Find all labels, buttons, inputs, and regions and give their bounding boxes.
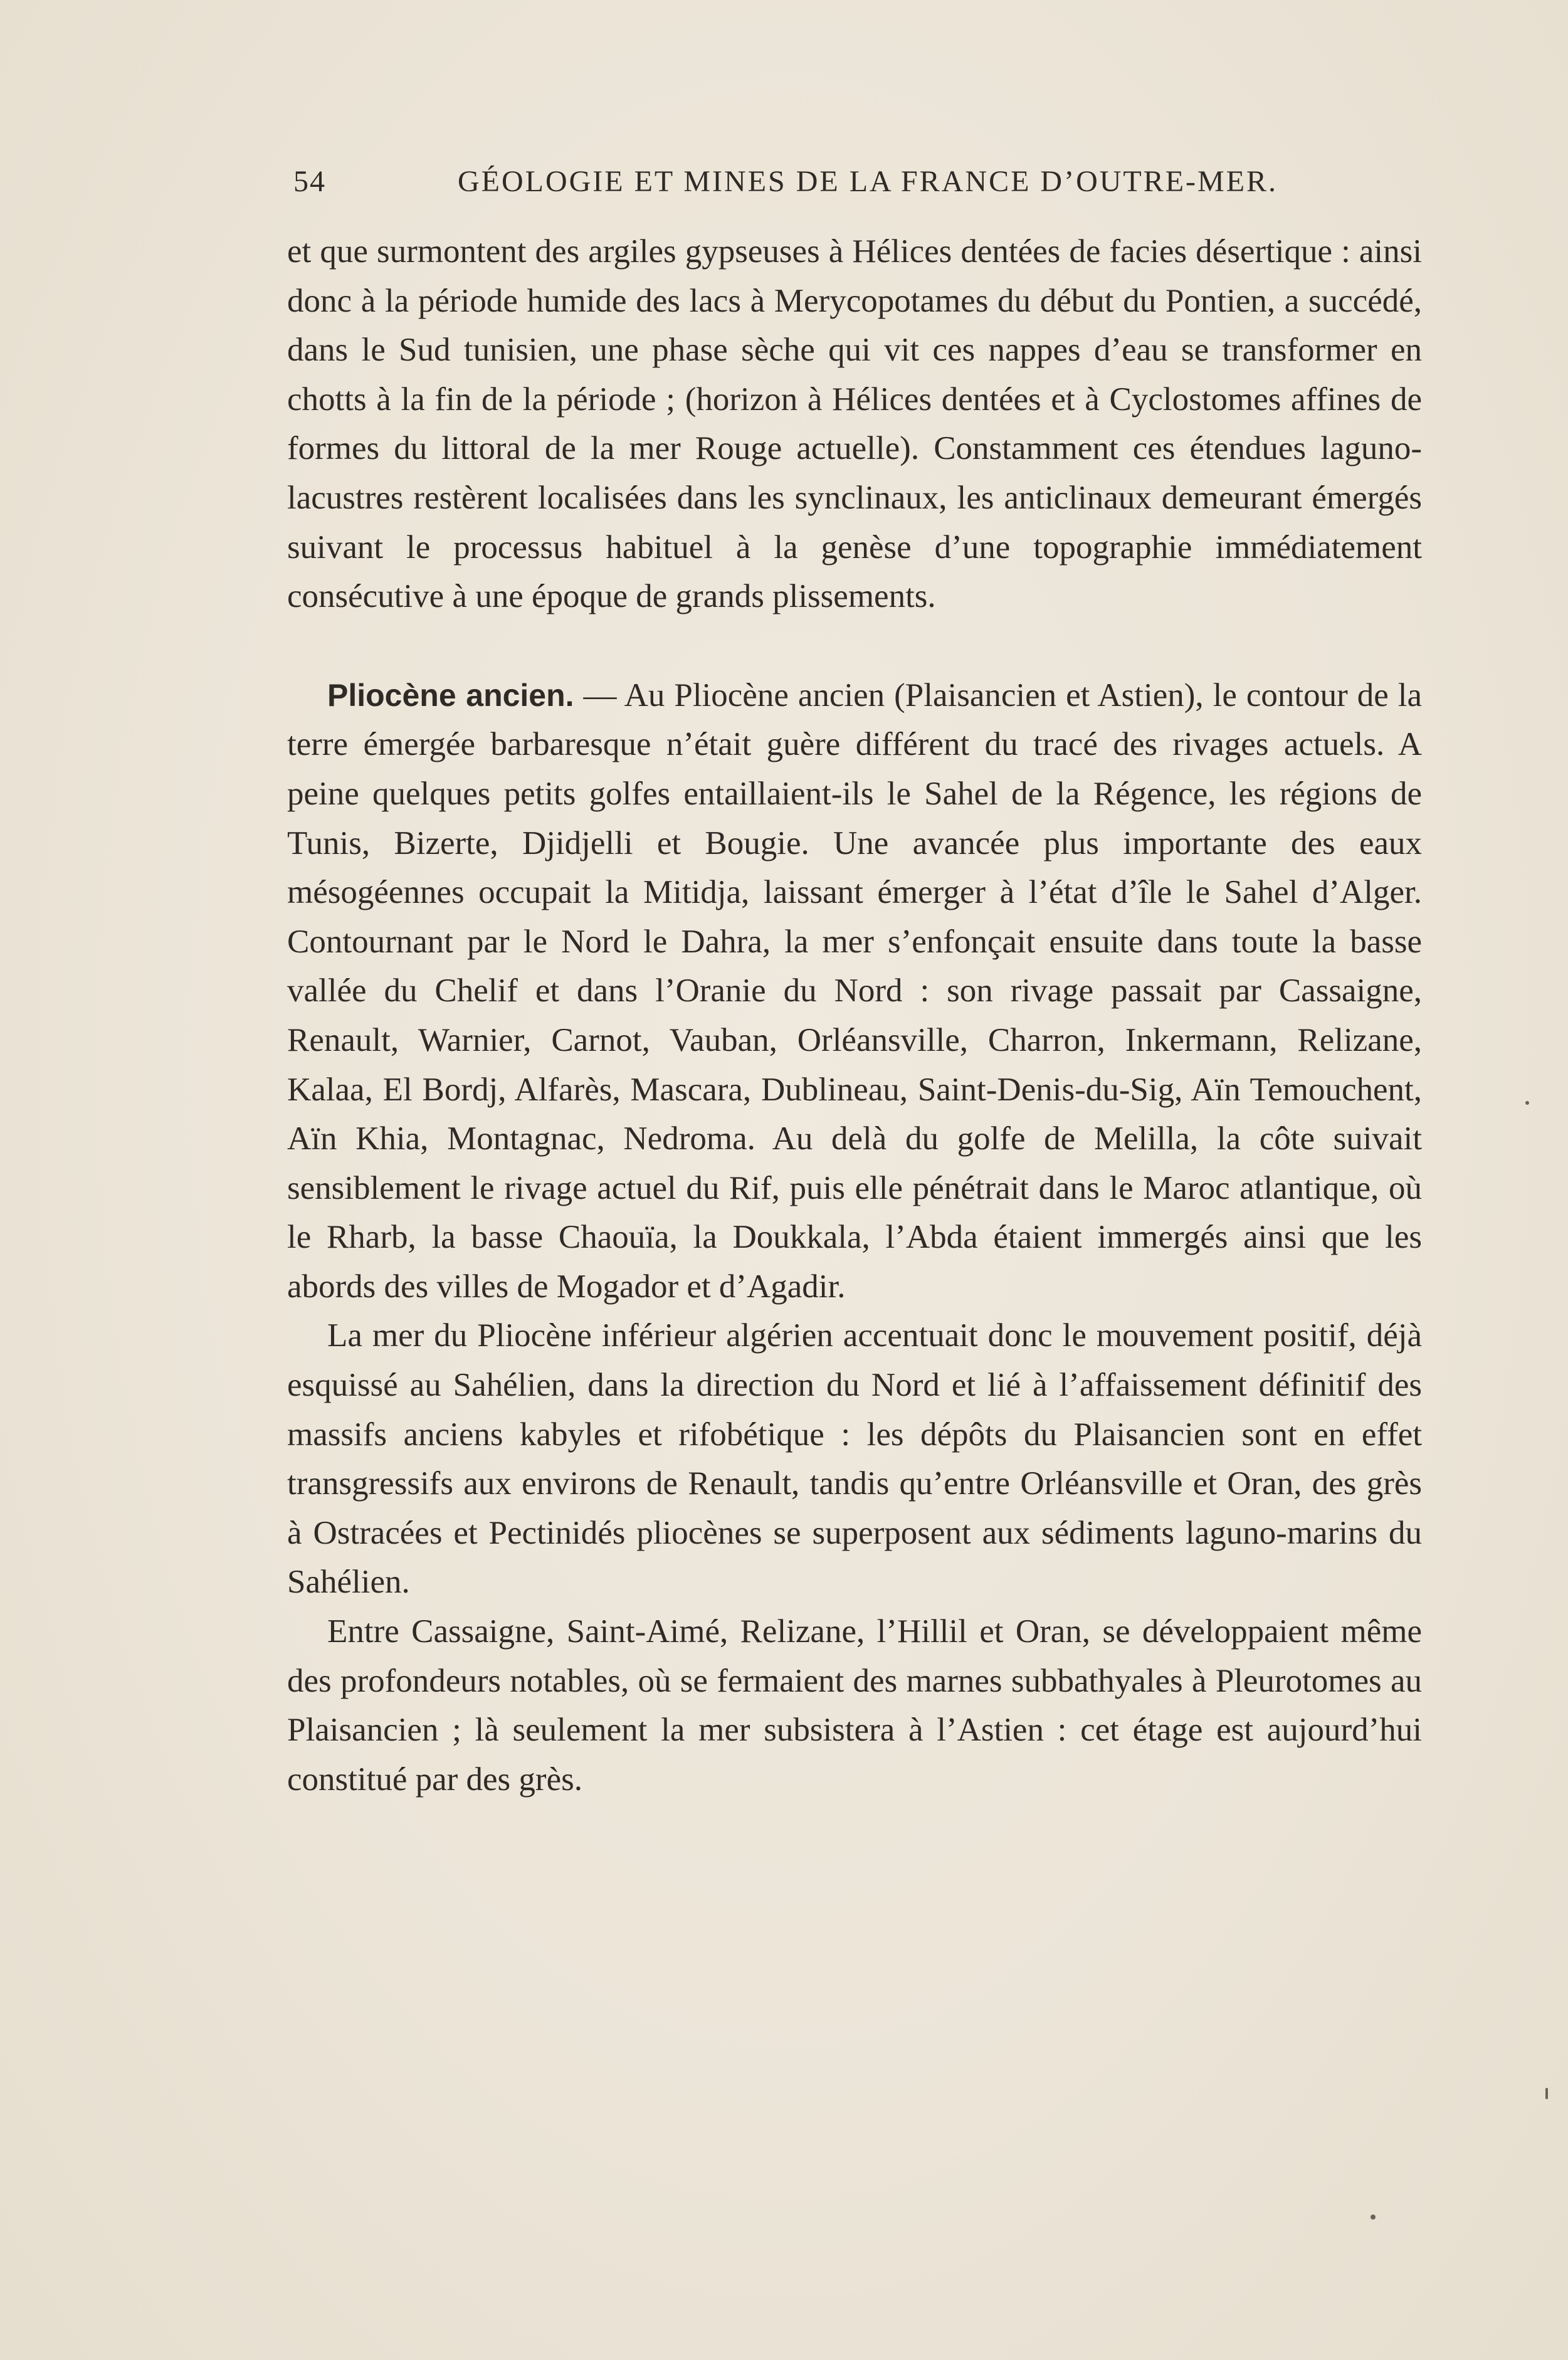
page-header: [293, 164, 1278, 202]
paragraph-continuation: et que surmontent des argiles gypseuses à Hélices dentées de facies désertique : ainsi donc à la période humide des lacs à Merycopotames du début du Pontien, a succédé, dans le Sud tunisien, une phase sèche qui vit ces nappes d’eau se transformer en chotts à la fin de la période ; (horizon à Hélices dentées et à Cyclostomes affines de formes du littoral de la mer Rouge actuelle). Constamment ces étendues laguno-lacustres restèrent localisées dans les synclinaux, les anticlinaux demeurant émergés suivant le processus habituel à la genèse d’une topographie immédiatement consécutive à une époque de grands plissements.: [287, 233, 1422, 615]
paragraph-mer-pliocene: La mer du Pliocène inférieur algérien accentuait donc le mouvement positif, déjà esquissé au Sahélien, dans la direction du Nord et lié à l’affaissement définitif des massifs anciens kabyles et rifobétique : les dépôts du Plaisancien sont en effet transgressifs aux environs de Renault, tandis qu’entre Orléansville et Oran, des grès à Ostracées et Pectinidés pliocènes se superposent aux sédiments laguno-marins du Sahélien.: [287, 1317, 1422, 1601]
paper-speck: [1525, 1101, 1529, 1105]
page-number: 54: [293, 165, 326, 198]
paper-speck: [1371, 2215, 1376, 2220]
paper-speck: [1545, 2088, 1548, 2099]
paragraph-cassaigne: Entre Cassaigne, Saint-Aimé, Relizane, l’Hillil et Oran, se développaient même des profondeurs notables, où se fermaient des marnes subbathyales à Pleurotomes au Plaisancien ; là seulement la mer subsistera à l’Astien : cet étage est aujourd’hui constitué par des grès.: [287, 1613, 1422, 1798]
section-heading: Pliocène ancien.: [327, 677, 574, 713]
paragraph-pliocene-text: — Au Pliocène ancien (Plaisancien et Astien), le contour de la terre émergée barbaresque n’était guère différent du tracé des rivages actuels. A peine quelques petits golfes entaillaient-ils le Sahel de la Régence, les régions de Tunis, Bizerte, Djidjelli et Bougie. Une avancée plus importante des eaux mésogéennes occupait la Mitidja, laissant émerger à l’état d’île le Sahel d’Alger. Contournant par le Nord le Dahra, la mer s’enfonçait ensuite dans toute la basse vallée du Chelif et dans l’Oranie du Nord : son rivage passait par Cassaigne, Renault, Warnier, Carnot, Vauban, Orléansville, Charron, Inkermann, Relizane, Kalaa, El Bordj, Alfarès, Mascara, Dublineau, Saint-Denis-du-Sig, Aïn Temouchent, Aïn Khia, Montagnac, Nedroma. Au delà du golfe de Melilla, la côte suivait sensiblement le rivage actuel du Rif, puis elle pénétrait dans le Maroc atlantique, où le Rharb, la basse Chaouïa, la Doukkala, l’Abda étaient immergés ainsi que les abords des villes de Mogador et d’Agadir.: [287, 677, 1423, 1305]
running-title: GÉOLOGIE ET MINES DE LA FRANCE D’OUTRE-MER.: [458, 165, 1278, 198]
paragraph-pliocene-ancien: [287, 671, 1422, 1312]
body-text: [287, 227, 1422, 1804]
